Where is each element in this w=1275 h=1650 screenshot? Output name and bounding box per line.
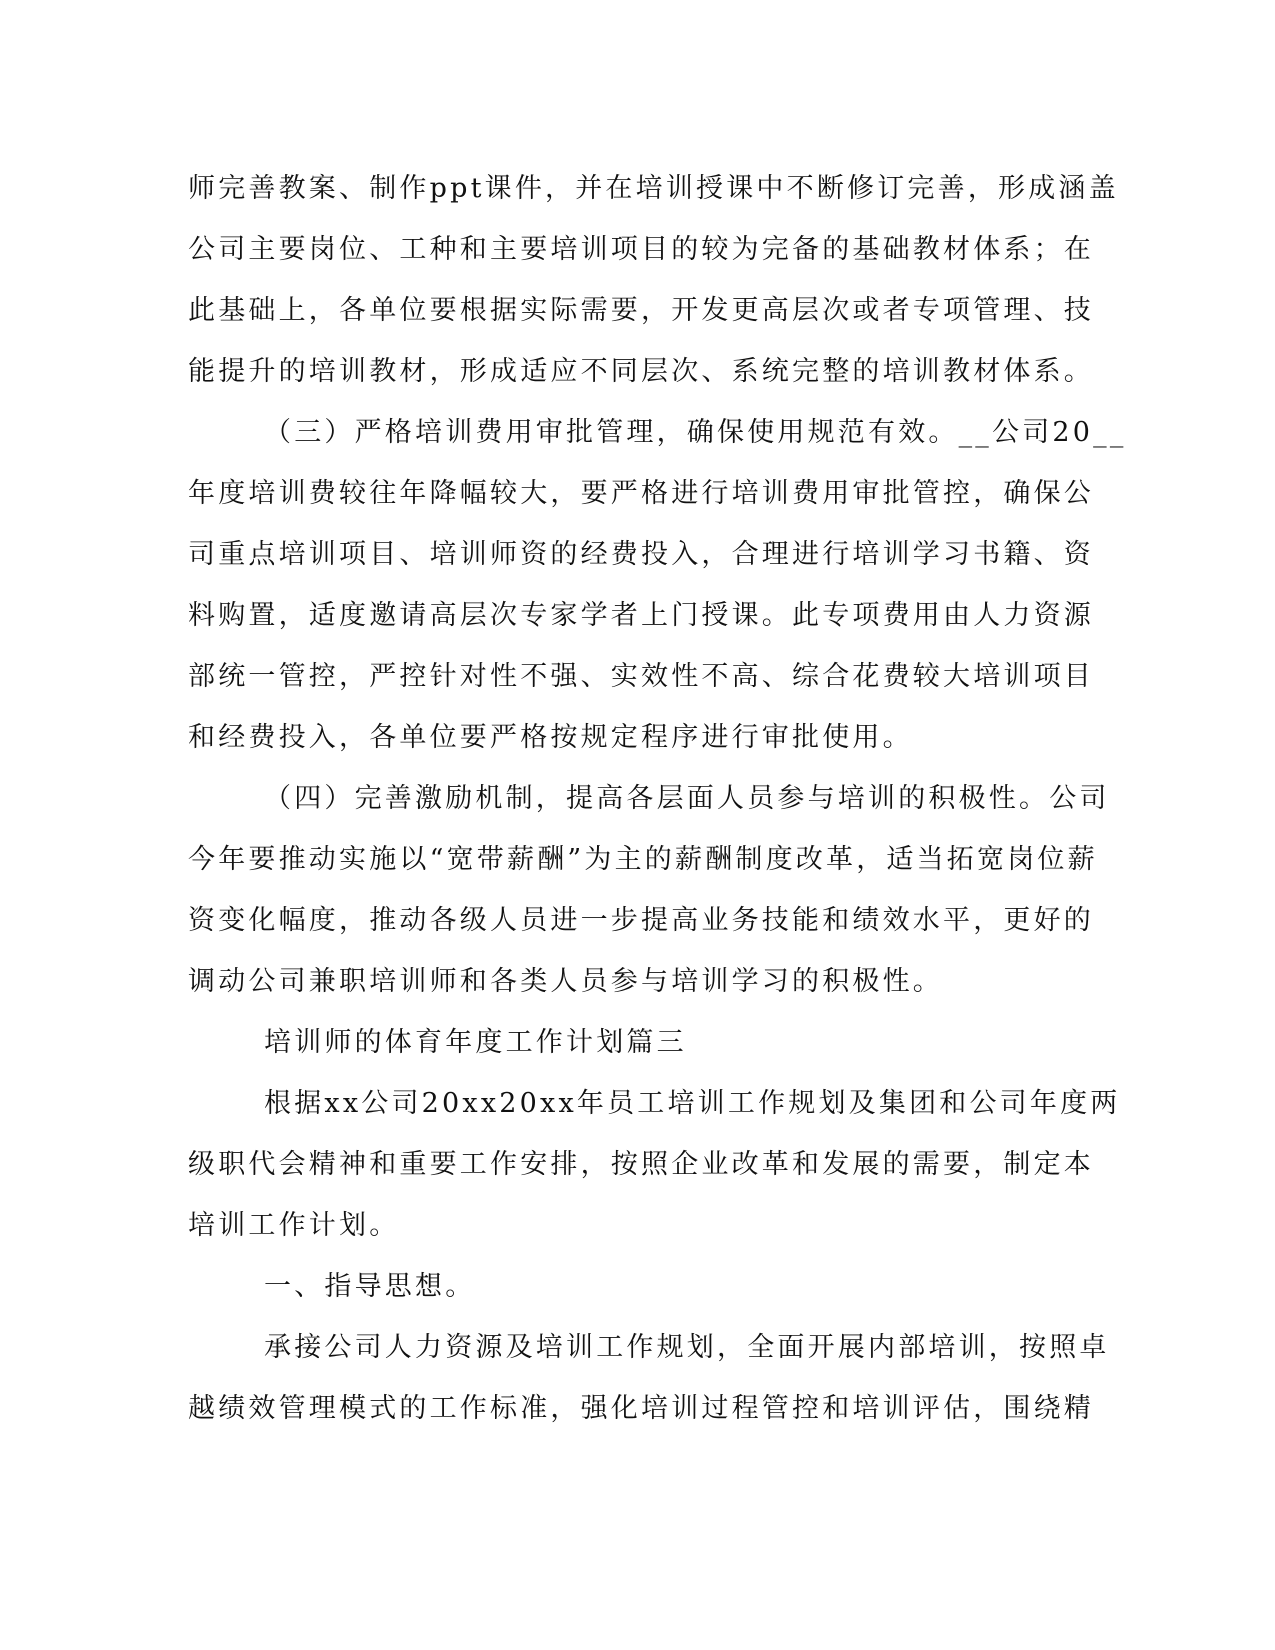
text-line: 部统一管控，严控针对性不强、实效性不高、综合花费较大培训项目 (188, 661, 1094, 692)
text-line: 司重点培训项目、培训师资的经费投入，合理进行培训学习书籍、资 (188, 539, 1094, 570)
text-line: 能提升的培训教材，形成适应不同层次、系统完整的培训教材体系。 (188, 356, 1094, 387)
text-line: 年度培训费较往年降幅较大，要严格进行培训费用审批管控，确保公 (188, 478, 1094, 509)
text-line: 培训工作计划。 (188, 1210, 400, 1241)
article-title-line: 培训师的体育年度工作计划篇三 (264, 1027, 687, 1058)
text-line: 级职代会精神和重要工作安排，按照企业改革和发展的需要，制定本 (188, 1149, 1094, 1180)
text-line: 师完善教案、制作ppt课件，并在培训授课中不断修订完善，形成涵盖 (188, 173, 1119, 204)
paragraph-start-line: 根据xx公司20xx20xx年员工培训工作规划及集团和公司年度两 (264, 1088, 1121, 1119)
text-line: 资变化幅度，推动各级人员进一步提高业务技能和绩效水平，更好的 (188, 905, 1094, 936)
body-text (188, 158, 1127, 1439)
section-heading-line: （四）完善激励机制，提高各层面人员参与培训的积极性。公司 (264, 783, 1110, 814)
text-line: 和经费投入，各单位要严格按规定程序进行审批使用。 (188, 722, 913, 753)
section-heading-line: （三）严格培训费用审批管理，确保使用规范有效。__公司20__ (264, 417, 1127, 448)
text-line: 此基础上，各单位要根据实际需要，开发更高层次或者专项管理、技 (188, 295, 1094, 326)
text-line: 今年要推动实施以“宽带薪酬”为主的薪酬制度改革，适当拓宽岗位薪 (188, 844, 1098, 875)
text-line: 越绩效管理模式的工作标准，强化培训过程管控和培训评估，围绕精 (188, 1393, 1094, 1424)
text-line: 料购置，适度邀请高层次专家学者上门授课。此专项费用由人力资源 (188, 600, 1094, 631)
section-heading-line: 一、指导思想。 (264, 1271, 476, 1302)
text-line: 调动公司兼职培训师和各类人员参与培训学习的积极性。 (188, 966, 943, 997)
text-line: 公司主要岗位、工种和主要培训项目的较为完备的基础教材体系；在 (188, 234, 1094, 265)
paragraph-start-line: 承接公司人力资源及培训工作规划，全面开展内部培训，按照卓 (264, 1332, 1110, 1363)
